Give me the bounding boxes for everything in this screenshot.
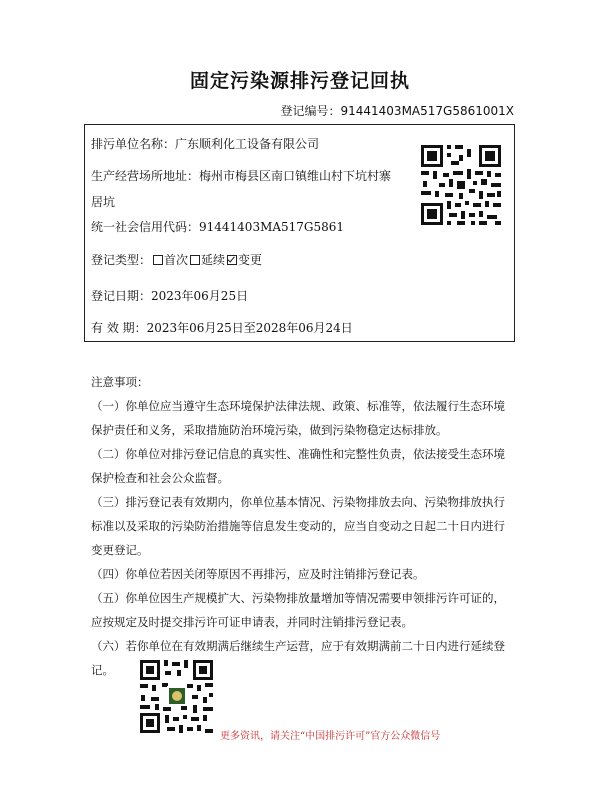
wechat-promo-text: 更多资讯，请关注“中国排污许可”官方公众微信号 [220, 731, 441, 742]
credit-code: 统一社会信用代码：91441403MA517G5861 [91, 220, 345, 234]
validity-period: 有 效 期：2023年06月25日至2028年06月24日 [91, 321, 353, 335]
address-line-2: 居坑 [91, 195, 116, 209]
checkbox-change-icon [227, 255, 237, 265]
note-item: （三）排污登记表有效期内，你单位基本情况、污染物排放去向、污染物排放执行标准以及采取的污染防治措施等信息发生变动的，应当自变动之日起二十日内进行变更登记。 [91, 495, 505, 557]
wechat-qr-code-icon [137, 657, 216, 736]
unit-name: 排污单位名称：广东顺利化工设备有限公司 [91, 137, 320, 151]
registration-info-box [84, 124, 515, 342]
page-title: 固定污染源排污登记回执 [189, 70, 410, 92]
registration-date: 登记日期：2023年06月25日 [91, 289, 249, 303]
registration-number: 登记编号：91441403MA517G5861001X [280, 104, 514, 118]
option-change-label: 变更 [238, 253, 263, 267]
notes-heading: 注意事项： [91, 375, 149, 389]
note-item: （二）你单位对排污登记信息的真实性、准确性和完整性负责，依法接受生态环境保护检查和社会公众监督。 [91, 447, 505, 485]
checkbox-renewal-icon [190, 255, 200, 265]
qr-code-icon [417, 141, 505, 229]
option-first-label: 首次 [164, 253, 189, 267]
address-line-1: 生产经营场所地址：梅州市梅县区南口镇维山村下坑村寨 [91, 169, 392, 183]
note-item: （六）若你单位在有效期满后继续生产运营，应于有效期满前二十日内进行延续登记。 [91, 639, 505, 677]
checkbox-first-icon [153, 255, 163, 265]
note-item: （五）你单位因生产规模扩大、污染物排放量增加等情况需要申领排污许可证的，应按规定及时提交排污许可证申请表，并同时注销排污登记表。 [91, 591, 505, 629]
registration-type [91, 251, 262, 268]
option-renewal-label: 延续 [201, 253, 226, 267]
notes-section [91, 370, 513, 682]
note-item: （一）你单位应当遵守生态环境保护法律法规、政策、标准等，依法履行生态环境保护责任和义务，采取措施防治环境污染，做到污染物稳定达标排放。 [91, 399, 505, 437]
note-item: （四）你单位若因关闭等原因不再排污，应及时注销排污登记表。 [91, 567, 425, 581]
registration-type-label: 登记类型： [91, 253, 152, 267]
